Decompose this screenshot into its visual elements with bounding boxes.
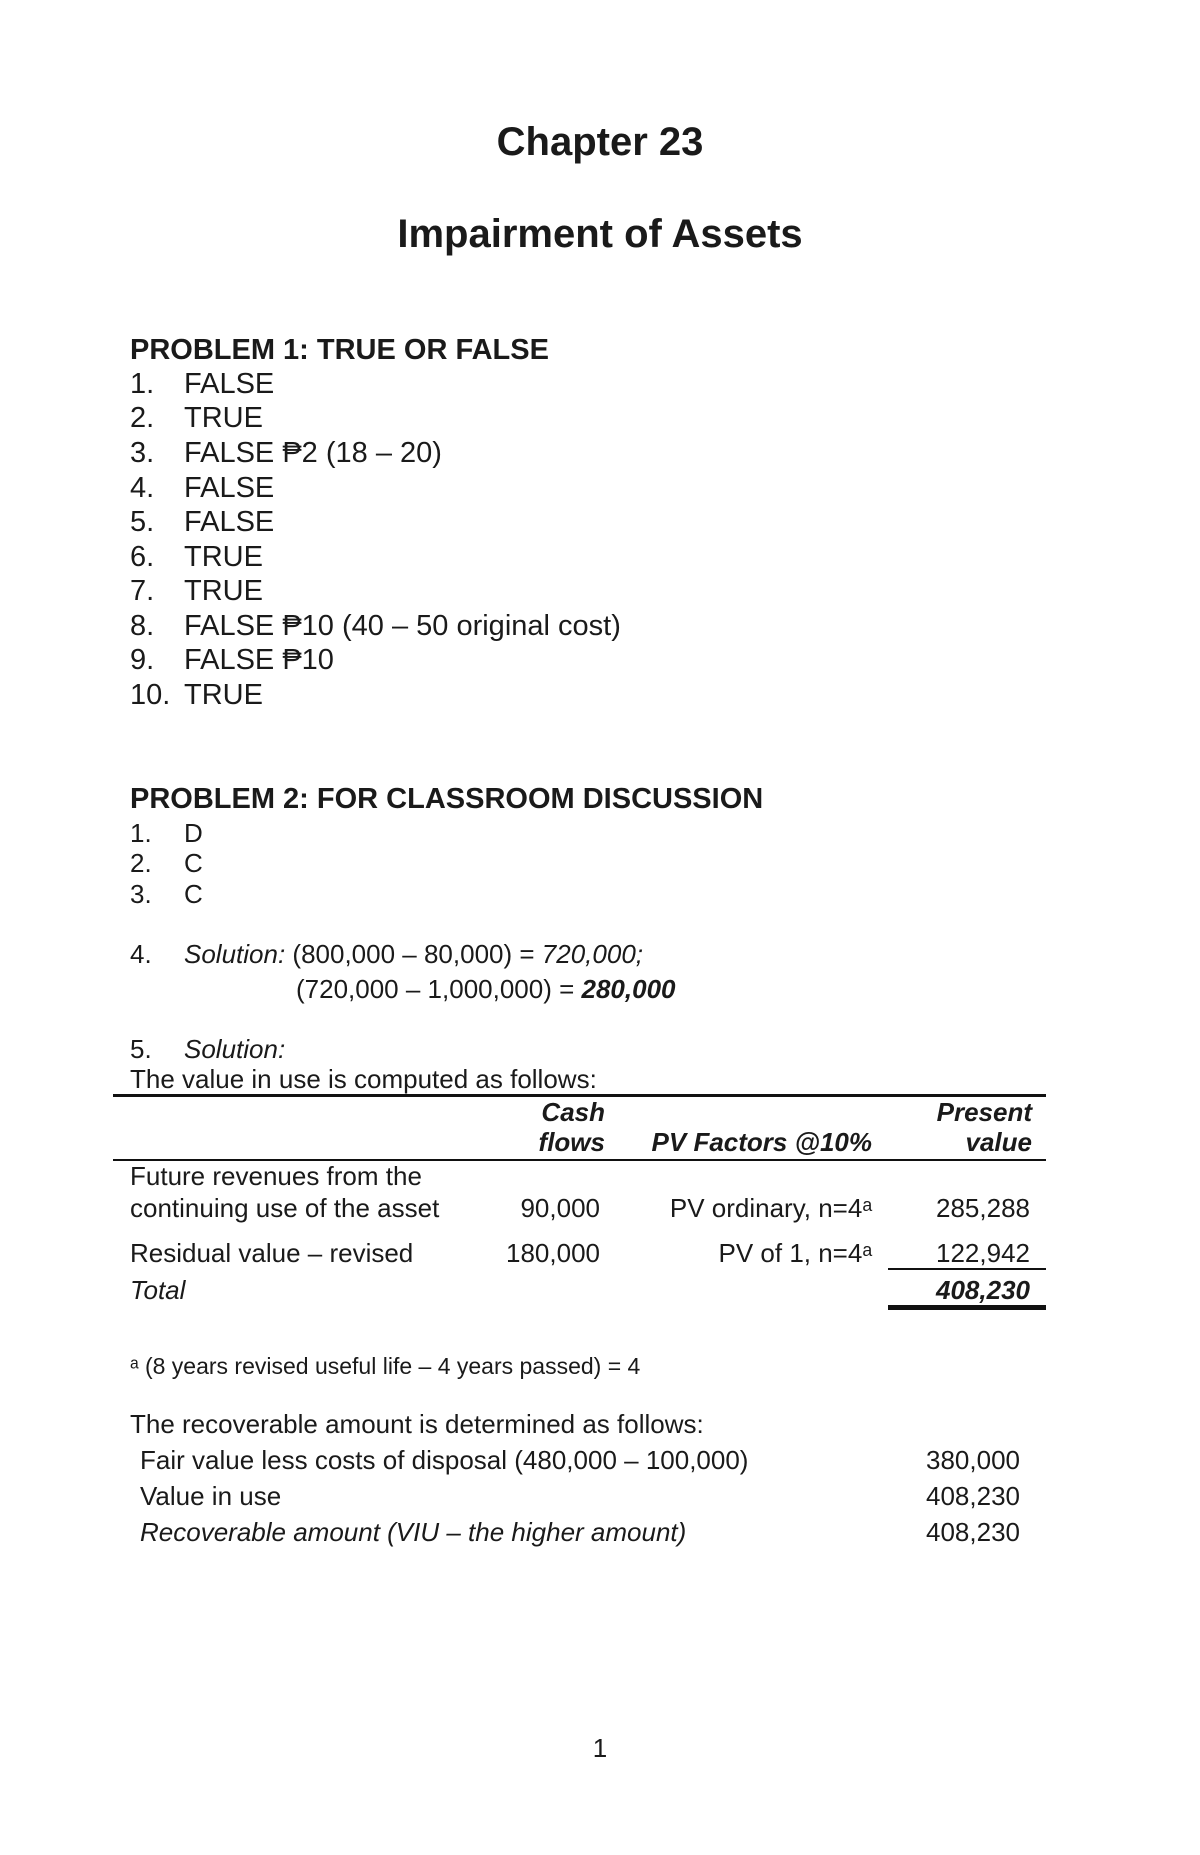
row-description: Residual value – revised (130, 1238, 414, 1268)
list-item-number: 4. (130, 472, 155, 504)
page-number: 1 (592, 1733, 608, 1763)
row-pv-factor: PV ordinary, n=4ᵃ (669, 1193, 872, 1223)
item4-solution-line1 (184, 939, 643, 970)
item4-solution-line2 (296, 974, 676, 1005)
problem1-heading: PROBLEM 1: TRUE OR FALSE (130, 334, 549, 366)
recoverable-row-label: Value in use (140, 1481, 282, 1511)
calc-result: 280,000 (581, 974, 676, 1004)
list-item-number: 2. (130, 402, 155, 434)
row-cash-flow: 90,000 (520, 1193, 600, 1223)
list-item-answer: FALSE ₱10 (184, 644, 334, 676)
page-title: Impairment of Assets (397, 212, 803, 256)
footnote: ᵃ (8 years revised useful life – 4 years passed) = 4 (130, 1353, 641, 1379)
list-item-number: 3. (130, 437, 155, 469)
item5-number: 5. (130, 1034, 152, 1064)
item4-number: 4. (130, 939, 152, 969)
list-item-number: 5. (130, 506, 155, 538)
recoverable-row-label: Fair value less costs of disposal (480,000 – 100,000) (140, 1445, 749, 1475)
row-description: continuing use of the asset (130, 1193, 440, 1223)
header-present: Present (936, 1097, 1032, 1127)
row-pv-factor: PV of 1, n=4ᵃ (718, 1238, 872, 1268)
list-item-answer: FALSE ₱2 (18 – 20) (184, 437, 442, 469)
list-item-answer: FALSE ₱10 (40 – 50 original cost) (184, 610, 621, 642)
recoverable-row-value: 408,230 (926, 1481, 1020, 1511)
subtotal-rule (888, 1268, 1046, 1270)
list-item-answer: TRUE (184, 541, 263, 573)
header-pv-factors: PV Factors @10% (651, 1127, 872, 1157)
list-item-answer: C (184, 848, 203, 878)
list-item-number: 1. (130, 368, 155, 400)
solution-label: Solution: (184, 939, 286, 969)
total-value: 408,230 (936, 1275, 1030, 1305)
list-item-number: 3. (130, 879, 152, 909)
list-item-number: 7. (130, 575, 155, 607)
total-double-rule (888, 1305, 1046, 1310)
list-item-answer: D (184, 818, 203, 848)
total-label: Total (130, 1275, 186, 1305)
calc-result: 720,000; (541, 939, 644, 969)
row-description: Future revenues from the (130, 1161, 422, 1191)
header-value: value (965, 1127, 1032, 1157)
list-item-number: 1. (130, 818, 152, 848)
solution-label: Solution: (184, 1034, 286, 1064)
list-item-answer: TRUE (184, 575, 263, 607)
list-item-answer: TRUE (184, 679, 263, 711)
recoverable-intro: The recoverable amount is determined as follows: (130, 1409, 704, 1439)
problem2-heading: PROBLEM 2: FOR CLASSROOM DISCUSSION (130, 783, 764, 815)
recoverable-row-value: 380,000 (926, 1445, 1020, 1475)
header-cash: Cash (541, 1097, 605, 1127)
header-flows: flows (538, 1127, 605, 1157)
value-in-use-intro: The value in use is computed as follows: (130, 1064, 597, 1094)
list-item-number: 6. (130, 541, 155, 573)
list-item-answer: FALSE (184, 472, 275, 504)
row-present-value: 122,942 (936, 1238, 1030, 1268)
list-item-number: 2. (130, 848, 152, 878)
list-item-number: 8. (130, 610, 155, 642)
list-item-answer: TRUE (184, 402, 263, 434)
recoverable-result-label: Recoverable amount (VIU – the higher amount) (140, 1517, 687, 1547)
row-present-value: 285,288 (936, 1193, 1030, 1223)
list-item-number: 10. (130, 679, 171, 711)
list-item-number: 9. (130, 644, 155, 676)
row-cash-flow: 180,000 (506, 1238, 600, 1268)
list-item-answer: C (184, 879, 203, 909)
list-item-answer: FALSE (184, 506, 275, 538)
calc-expression: (800,000 – 80,000) = (292, 939, 542, 969)
chapter-heading: Chapter 23 (496, 120, 704, 164)
calc-expression: (720,000 – 1,000,000) = (296, 974, 582, 1004)
list-item-answer: FALSE (184, 368, 275, 400)
recoverable-result-value: 408,230 (926, 1517, 1020, 1547)
